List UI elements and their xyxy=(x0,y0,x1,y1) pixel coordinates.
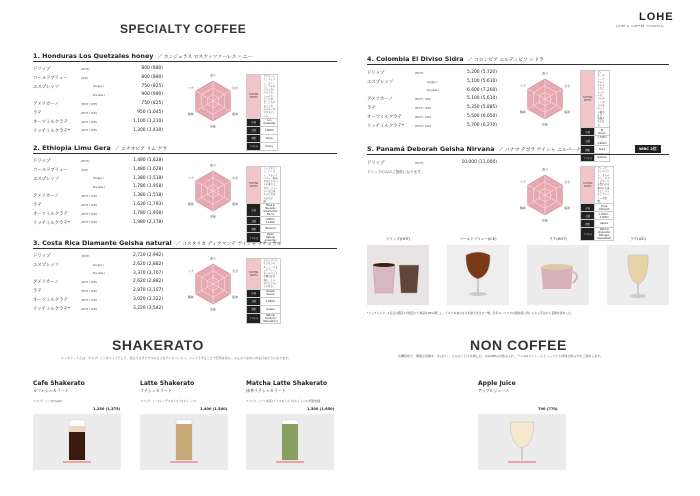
latte-shakerato-price: 1,400 (1,540) xyxy=(200,407,228,411)
info-value: 1,900m - 2,100m xyxy=(261,217,280,225)
price-row xyxy=(367,105,509,113)
price-row xyxy=(33,66,175,74)
price-row xyxy=(367,160,509,168)
section-2-radar-chart xyxy=(182,160,244,222)
cup-label: コールドブリュー(ICE) xyxy=(459,237,497,241)
info-value: Geisha xyxy=(595,220,614,228)
cafe-shakerato-glass xyxy=(33,414,121,470)
tasting-notes-label: TASTING NOTES xyxy=(247,75,261,119)
info-value: Honey xyxy=(261,142,278,150)
price-row xyxy=(33,75,175,83)
info-label: 産地 xyxy=(581,204,595,212)
drink-type: Single / xyxy=(93,176,104,181)
info-value: Los Quetzales xyxy=(261,118,278,126)
radar-axis-label: 苦味 xyxy=(541,122,549,127)
drink-type: (HOT / ICE) xyxy=(415,97,431,102)
drink-name: ラテ xyxy=(33,111,42,116)
radar-axis-label: 香り xyxy=(541,71,549,76)
price-row xyxy=(33,158,175,166)
section-1-rule xyxy=(33,61,337,62)
price-row xyxy=(367,96,509,104)
drink-type: (HOT / ICE) xyxy=(81,119,97,124)
price-row xyxy=(33,297,175,305)
drink-price: 950 (1,045) xyxy=(137,110,163,115)
radar-axis-label: 酸味 xyxy=(187,294,194,299)
info-value: Natural (Carbonic Maceration) xyxy=(261,313,280,323)
drink-price: 1,300 (1,430) xyxy=(133,127,163,133)
section-5-title: 5. Panamá Deborah Geisha Nirvana ／ パナマ デボラ ゲイシャ ニルバーナ xyxy=(367,145,581,153)
drink-name: ラテ xyxy=(33,203,42,208)
drink-type: (HOT / ICE) xyxy=(81,280,97,285)
tasting-info-table xyxy=(580,70,610,162)
tasting-notes-text: シャンパンのようなジャスミン、ブラックティー、ピーチのような華やかな香り、トロピカルフルーツの甘さ。 xyxy=(261,259,280,290)
drink-price: 2,620 (2,882) xyxy=(133,261,163,267)
info-label: 品種 xyxy=(247,217,261,225)
info-label: 産地 xyxy=(581,128,595,136)
info-value: Finca Deborah xyxy=(595,204,614,212)
cup-label: ラテ(ICE) xyxy=(630,237,646,241)
info-value: Heirloom xyxy=(261,225,280,233)
drink-name: ラテ xyxy=(33,289,42,295)
drink-name: アメリカーノ xyxy=(367,97,393,103)
tasting-notes-label: TASTING NOTES xyxy=(581,71,595,128)
cup-drip-hot-photo xyxy=(367,245,429,305)
cup-latte-hot-photo xyxy=(527,245,589,305)
info-value: 1,900m - 2,000m xyxy=(595,212,614,220)
tasting-info-table xyxy=(246,166,281,243)
info-label: 産地 xyxy=(247,118,261,126)
price-row xyxy=(33,176,175,184)
drink-type: (HOT) xyxy=(81,158,90,163)
drink-price: 5,500 (6,050) xyxy=(467,114,497,119)
radar-axis-label: 香り xyxy=(209,163,217,168)
cafe-shakerato-price: 1,250 (1,375) xyxy=(93,407,121,411)
drink-name: リッチミルクラテ* xyxy=(367,123,405,129)
drink-type: Double / xyxy=(93,185,106,190)
section-3-price-list xyxy=(33,253,175,317)
info-label: 産地 xyxy=(247,204,261,217)
drink-type: (HOT / ICE) xyxy=(415,123,431,128)
radar-axis-label: 香り xyxy=(541,167,549,172)
brand-subtitle: LOHE & COFFEE COCKTAIL xyxy=(616,24,665,28)
price-row xyxy=(33,110,175,118)
section-2-title: 2. Ethiopia Limu Gera ／ エチオピア リム ゲラ xyxy=(33,144,168,152)
drink-type: (ICE) xyxy=(81,167,88,172)
drink-type: (HOT / ICE) xyxy=(81,128,97,133)
price-row xyxy=(33,306,175,314)
radar-axis-label: コク xyxy=(519,180,526,185)
cup-label: ラテ(HOT) xyxy=(549,237,567,241)
price-row xyxy=(33,184,175,192)
radar-axis-label: 後味 xyxy=(232,294,239,299)
info-label: プロセス xyxy=(581,228,595,241)
info-label: プロセス xyxy=(247,313,261,323)
drip-cups-illustration xyxy=(367,245,429,305)
coldbrew-glass-illustration xyxy=(447,245,509,305)
radar-axis-label: 甘さ xyxy=(232,176,239,181)
drink-type: (HOT) xyxy=(415,70,424,75)
tasting-notes-text: グレープ、ストロベリー、ラズベリー、フランボワーズを思わせる華やかな香りと、リッチでクリーミーな質感。 xyxy=(595,167,614,204)
section-1-price-list xyxy=(33,66,175,138)
matcha-latte-shakerato-desc: エスプレッソ/ 抹茶(アイス)(ミルク(ホイップ)/季節柑橘 xyxy=(246,399,321,403)
cup-coldbrew-ice-photo xyxy=(447,245,509,305)
drink-name: オーツミルクラテ xyxy=(33,211,68,217)
tasting-info-table xyxy=(580,166,614,241)
drink-price: 3,370 (3,707) xyxy=(133,270,163,276)
non-coffee-title: NON COFFEE xyxy=(470,337,567,353)
radar-axis-label: 甘さ xyxy=(232,269,239,274)
drink-price: 1,380 (1,518) xyxy=(133,193,163,199)
drink-price: 5,350 (5,885) xyxy=(467,105,497,111)
drink-type: (HOT / ICE) xyxy=(415,105,431,110)
apple-juice-name: Apple Juice アップルジュース xyxy=(478,380,516,393)
info-label: 産地 xyxy=(247,289,261,297)
drink-name: ドリップ xyxy=(33,254,51,259)
info-label: 精製 xyxy=(581,220,595,228)
drink-type: Single / xyxy=(93,84,104,89)
info-label: プロセス xyxy=(247,142,261,150)
price-row xyxy=(33,271,175,279)
price-row xyxy=(33,119,175,127)
drink-type: (HOT / ICE) xyxy=(81,306,97,311)
info-value: 1,800m xyxy=(261,297,280,305)
drink-type: Single / xyxy=(93,262,104,267)
section-5-drip-only-note: ドリップのみのご提供になります。 xyxy=(367,170,425,174)
drink-type: (HOT) xyxy=(81,66,90,71)
radar-axis-label: 苦味 xyxy=(209,214,217,219)
price-row xyxy=(33,211,175,219)
info-value: Hikari Natural Anaerobic xyxy=(261,233,280,243)
drink-price: 5,700 (6,270) xyxy=(467,122,497,128)
info-label: プロセス xyxy=(581,154,595,162)
drink-price: 1,480 (1,628) xyxy=(133,166,163,172)
info-value: Pacas xyxy=(261,134,278,142)
radar-axis-label: コク xyxy=(187,269,194,274)
non-coffee-intro: 有機栽培で、健康な食事を、をはやく、とはやく日々を楽しむ、のLOHEのお飲み入れ、ランの&ストレートジュースとも特別な飲み方をご提供します。 xyxy=(398,354,604,358)
section-4-rule xyxy=(367,64,669,65)
drink-name: エスプレッソ xyxy=(33,176,60,182)
drink-name: オーツミルクラテ xyxy=(33,298,68,303)
info-label: 品種 xyxy=(581,136,595,146)
drink-price: 800 (880) xyxy=(141,66,163,71)
cafe-shakerato-name: Cafe Shakerato カフェシェカラート xyxy=(33,380,85,393)
drink-name: リッチミルクラテ* xyxy=(33,128,71,134)
drink-price: 3,220 (3,542) xyxy=(133,305,163,311)
drink-name: リッチミルクラテ* xyxy=(33,306,71,312)
info-label: 精製 xyxy=(247,305,261,313)
matcha-latte-shakerato-name: Matcha Latte Shakerato 抹茶ラテシェカラート xyxy=(246,380,328,393)
radar-axis-label: 甘さ xyxy=(564,180,571,185)
latte-hot-cup-illustration xyxy=(527,245,589,305)
shakerato-intro: シェカラートとは：エスプレッソをシェイクして、泡立てるカクテルのようなアイスコーヒー。シェイクすることで空気を含み、ふんわりなめらかな口あたりになります。 xyxy=(61,356,291,360)
drink-price: 1,780 (1,958) xyxy=(133,210,163,216)
drink-price: 5,200 (5,720) xyxy=(467,70,497,75)
radar-axis-label: 甘さ xyxy=(232,86,239,91)
drink-price: 2,720 (2,992) xyxy=(133,253,163,258)
info-value: 1,700m - 1,900m xyxy=(595,136,609,146)
drink-type: (HOT / ICE) xyxy=(81,297,97,302)
radar-axis-label: 後味 xyxy=(564,205,571,210)
drink-type: (ICE) xyxy=(81,75,88,80)
drink-name: エスプレッソ xyxy=(367,79,394,85)
cup-drip-hot xyxy=(367,237,429,242)
drink-price: 2,870 (3,157) xyxy=(133,288,163,294)
price-row xyxy=(367,70,509,78)
info-label: 精製 xyxy=(247,134,261,142)
drink-type: (HOT / ICE) xyxy=(415,114,431,119)
latte-shakerato-name: Latte Shakerato ラテシェカラート xyxy=(140,380,195,393)
drink-name: コールドブリュー xyxy=(33,167,68,173)
drink-name: コールドブリュー xyxy=(33,75,68,81)
tasting-notes-text: ピーチ、グレープフルーツのようなジューシーさ、ジャスミンやベルガモットの華やかさ、洗練された甘さ。 xyxy=(595,71,609,128)
drink-type: (HOT) xyxy=(415,160,424,165)
radar-axis-label: 酸味 xyxy=(519,205,526,210)
rich-milk-footnote: *リッチミルク…1日豆の限定1日数量にて単品を30%増しし、ミルク本来の甘さを最大化させ一層、近年のバリスタの競技等に用いられる手法から着想を得ました。 xyxy=(367,311,574,315)
tasting-notes-label: TASTING NOTES xyxy=(247,167,261,204)
cafe-shakerato-desc: エスプレッソ(Single) xyxy=(33,399,63,403)
info-value: El Diviso xyxy=(595,128,609,136)
cup-label: ドリップ(HOT) xyxy=(385,237,411,241)
price-row xyxy=(33,101,175,109)
info-label: プロセス xyxy=(247,233,261,243)
drink-name: オーツミルクラテ xyxy=(367,115,402,120)
radar-axis-label: 苦味 xyxy=(209,124,217,129)
radar-axis-label: 後味 xyxy=(232,111,239,116)
drink-price: 10,000 (11,000) xyxy=(461,160,497,165)
info-value: Natural (Anaerobic Nitrogen Macerated) xyxy=(595,228,614,241)
apple-juice-photo xyxy=(478,414,566,470)
info-label: 品種 xyxy=(247,297,261,305)
drink-price: 3,020 (3,322) xyxy=(133,297,163,302)
price-row xyxy=(33,202,175,210)
cup-coldbrew-ice xyxy=(447,237,509,242)
drink-price: 750 (825) xyxy=(141,101,163,107)
radar-axis-label: 後味 xyxy=(232,201,239,206)
drink-price: 1,380 (1,518) xyxy=(133,175,163,181)
info-value: Geisha xyxy=(261,305,280,313)
matcha-latte-shakerato-price: 1,500 (1,650) xyxy=(307,407,335,411)
drink-price: 1,780 (1,958) xyxy=(133,184,163,190)
drink-name: ラテ xyxy=(367,106,376,112)
drink-type: (HOT / ICE) xyxy=(81,101,97,106)
drink-name: ドリップ xyxy=(367,161,385,166)
drink-type: (HOT) xyxy=(81,253,90,258)
drink-price: 5,100 (5,610) xyxy=(467,96,497,102)
section-2-price-list xyxy=(33,158,175,230)
radar-axis-label: 甘さ xyxy=(564,84,571,89)
radar-axis-label: 苦味 xyxy=(541,218,549,223)
price-row xyxy=(33,167,175,175)
matcha-shakerato-glass xyxy=(246,414,334,470)
section-4-radar-chart xyxy=(514,68,576,130)
radar-axis-label: コク xyxy=(187,86,194,91)
shakerato-title: SHAKERATO xyxy=(112,337,204,353)
drink-name: エスプレッソ xyxy=(33,84,60,90)
price-row xyxy=(367,79,509,87)
tasting-notes-text: アプリコット、チェリー、オレンジ、ブラウンシュガーのようなしっかりとした甘さ、とろけるようなシルキーなマウスフィール。 xyxy=(261,75,278,119)
drink-price: 1,630 (1,793) xyxy=(133,202,163,207)
info-label: 精製 xyxy=(247,225,261,233)
drink-name: リッチミルクラテ* xyxy=(33,220,71,226)
price-row xyxy=(33,262,175,270)
price-row xyxy=(33,193,175,201)
price-row xyxy=(367,114,509,122)
latte-ice-glass-illustration xyxy=(607,245,669,305)
radar-axis-label: 苦味 xyxy=(209,307,217,312)
section-2-rule xyxy=(33,153,337,154)
drink-price: 2,620 (2,882) xyxy=(133,279,163,285)
radar-axis-label: コク xyxy=(187,176,194,181)
latte-shakerato-desc: エスプレッソ(シングル)(ミルク(ホイップ) xyxy=(140,399,197,403)
radar-axis-label: 酸味 xyxy=(519,109,526,114)
drink-name: アメリカーノ xyxy=(33,280,59,286)
wbc-badge: WBC 2位 xyxy=(635,145,661,153)
price-row xyxy=(367,123,509,131)
drink-type: Double / xyxy=(93,271,106,276)
info-label: 品種 xyxy=(247,126,261,134)
info-value: 1,800m xyxy=(261,126,278,134)
drink-price: 1,480 (1,628) xyxy=(133,158,163,163)
cup-latte-hot xyxy=(527,237,589,242)
cup-latte-ice xyxy=(607,237,669,242)
radar-axis-label: 香り xyxy=(209,73,217,78)
latte-shakerato-photo xyxy=(140,414,228,470)
drink-type: (HOT / ICE) xyxy=(81,110,97,115)
drink-price: 800 (880) xyxy=(141,74,163,80)
info-value: Natural xyxy=(595,154,609,162)
drink-name: アメリカーノ xyxy=(33,102,59,108)
section-3-rule xyxy=(33,248,337,249)
section-4-title: 4. Colombia El Diviso Sidra ／ コロンビア エルディビソ シドラ xyxy=(367,55,544,63)
radar-axis-label: 香り xyxy=(209,256,217,261)
drink-name: エスプレッソ xyxy=(33,262,60,268)
price-row xyxy=(33,84,175,92)
info-value: Rosalia Rivera xyxy=(261,289,280,297)
drink-type: (HOT / ICE) xyxy=(81,193,97,198)
drink-price: 6,600 (7,260) xyxy=(467,87,497,93)
price-row xyxy=(367,88,509,96)
price-row xyxy=(33,220,175,228)
drink-name: ドリップ xyxy=(367,71,385,76)
drink-type: (HOT / ICE) xyxy=(81,288,97,293)
section-5-rule xyxy=(367,154,669,155)
drink-price: 750 (825) xyxy=(141,83,163,89)
price-row xyxy=(33,92,175,100)
price-row xyxy=(33,253,175,261)
apple-juice-glass xyxy=(478,414,566,470)
apple-juice-price: 700 (770) xyxy=(538,407,558,411)
drink-name: オーツミルクラテ xyxy=(33,119,68,125)
drink-type: Single / xyxy=(427,79,438,84)
cup-latte-ice-photo xyxy=(607,245,669,305)
drink-name: ドリップ xyxy=(33,159,51,164)
radar-axis-label: 後味 xyxy=(564,109,571,114)
drink-name: アメリカーノ xyxy=(33,194,59,200)
radar-axis-label: 酸味 xyxy=(187,201,194,206)
info-label: 品種 xyxy=(581,212,595,220)
info-value: Mera & Nensebo Smallholder Farms xyxy=(261,204,280,217)
price-row xyxy=(33,279,175,287)
section-3-radar-chart xyxy=(182,253,244,315)
drink-price: 1,100 (1,210) xyxy=(133,118,163,124)
brand-logo: LOHE xyxy=(639,11,674,23)
radar-axis-label: 酸味 xyxy=(187,111,194,116)
price-row xyxy=(33,128,175,136)
radar-axis-label: コク xyxy=(519,84,526,89)
drink-name: ドリップ xyxy=(33,67,51,72)
matcha-latte-shakerato-photo xyxy=(246,414,334,470)
section-3-title: 3. Costa Rica Diamante Geisha natural ／ コスタリカ ディアマンテ ゲイシャ ナチュラル xyxy=(33,239,282,247)
cafe-shakerato-photo xyxy=(33,414,121,470)
info-label: 精製 xyxy=(581,146,595,154)
section-1-title: 1. Honduras Los Quetzales honey ／ ホンジュラス ロスケッツァーレス ハニー xyxy=(33,52,253,60)
section-5-price-list xyxy=(367,160,509,170)
drink-type: (HOT / ICE) xyxy=(81,202,97,207)
latte-shakerato-glass xyxy=(140,414,228,470)
info-value: Sidra xyxy=(595,146,609,154)
drink-type: Double / xyxy=(93,93,106,98)
specialty-coffee-title: SPECIALTY COFFEE xyxy=(120,22,247,36)
tasting-notes-text: レッドワイン、レーズン、ブラックベリー、熟成させたフルーツの香りと甘さ、ジューシーな口当たりとなめらかな余韻。 xyxy=(261,167,280,204)
drink-price: 1,980 (2,178) xyxy=(133,219,163,225)
price-row xyxy=(33,288,175,296)
drink-price: 5,100 (5,610) xyxy=(467,78,497,84)
section-4-price-list xyxy=(367,70,509,134)
tasting-notes-label: TASTING NOTES xyxy=(247,259,261,290)
tasting-info-table xyxy=(246,258,281,324)
drink-type: (HOT / ICE) xyxy=(81,211,97,216)
tasting-notes-label: TASTING NOTES xyxy=(581,167,595,204)
section-1-radar-chart xyxy=(182,70,244,132)
section-5-radar-chart xyxy=(514,164,576,226)
drink-type: (HOT / ICE) xyxy=(81,220,97,225)
drink-type: Double / xyxy=(427,88,440,93)
drink-price: 900 (990) xyxy=(141,92,163,98)
tasting-info-table xyxy=(246,74,278,151)
